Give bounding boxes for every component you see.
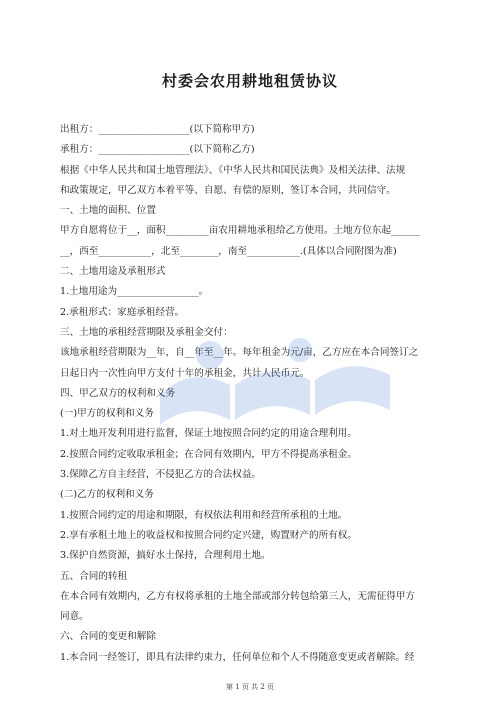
section-heading: 一、土地的面积、位置 — [60, 205, 156, 217]
subsection-heading: (二)乙方的权利和义务 — [60, 489, 154, 501]
subsection-heading: (一)甲方的权利和义务 — [60, 408, 154, 420]
text-line: 3.保护自然资源，搞好水土保持，合理利用土地。 — [60, 550, 271, 562]
section-heading: 二、土地用途及承租形式 — [60, 266, 166, 278]
text-line: __，西至___________，北至________，南至___________.(具体以合同附图为准) — [60, 245, 397, 257]
text-line: 在本合同有效期内，乙方有权将承租的土地全部或部分转包给第三人，无需征得甲方 — [60, 590, 415, 602]
text-line: 2.按照合同约定收取承租金；在合同有效期内，甲方不得提高承租金。 — [60, 448, 357, 460]
section-heading: 五、合同的转租 — [60, 570, 128, 582]
text-line: 该地承租经营期限为__年，自__年至__年。每年租金为元/亩，乙方应在本合同签订之 — [60, 347, 419, 359]
text-line: 2.承租形式：家庭承租经营。 — [60, 306, 185, 318]
text-line: 甲方自愿将位于__，面积_________亩农用耕地承租给乙方使用。土地方位东起______ — [60, 225, 420, 237]
document-title: 村委会农用耕地租赁协议 — [161, 72, 338, 90]
text-line: 2.享有承租土地上的收益权和按照合同约定兴建，购置财产的所有权。 — [60, 529, 357, 541]
text-line: 1.本合同一经签订，即具有法律约束力，任何单位和个人不得随意变更或者解除。经 — [60, 651, 415, 663]
section-heading: 四、甲乙双方的权利和义务 — [60, 387, 176, 399]
section-heading: 三、土地的承租经营期限及承租金交付： — [60, 326, 233, 338]
text-line: 承租方：___________________(以下简称乙方) — [60, 144, 255, 156]
text-line: 1.对土地开发利用进行监督，保证土地按照合同约定的用途合理利用。 — [60, 428, 357, 440]
section-heading: 六、合同的变更和解除 — [60, 631, 156, 643]
page-footer: 第 1 页 共 2 页 — [225, 683, 275, 691]
text-line: 1.土地用途为_________________。 — [60, 286, 209, 298]
text-line: 和政策规定，甲乙双方本着平等、自愿、有偿的原则，签订本合同，共同信守。 — [60, 184, 396, 196]
document-body — [60, 120, 450, 668]
text-line: 3.保障乙方自主经营，不侵犯乙方的合法权益。 — [60, 469, 262, 481]
text-line: 日起日内一次性向甲方支付十年的承租金，共计人民币元。 — [60, 367, 310, 379]
text-line: 1.按照合同约定的用途和期限，有权依法利用和经营所承租的土地。 — [60, 509, 348, 521]
text-line: 同意。 — [60, 611, 89, 623]
text-line: 根据《中华人民共和国土地管理法》、《中华人民共和国民法典》及相关法律、法规 — [60, 164, 406, 176]
text-line: 出租方：___________________(以下简称甲方) — [60, 124, 255, 135]
